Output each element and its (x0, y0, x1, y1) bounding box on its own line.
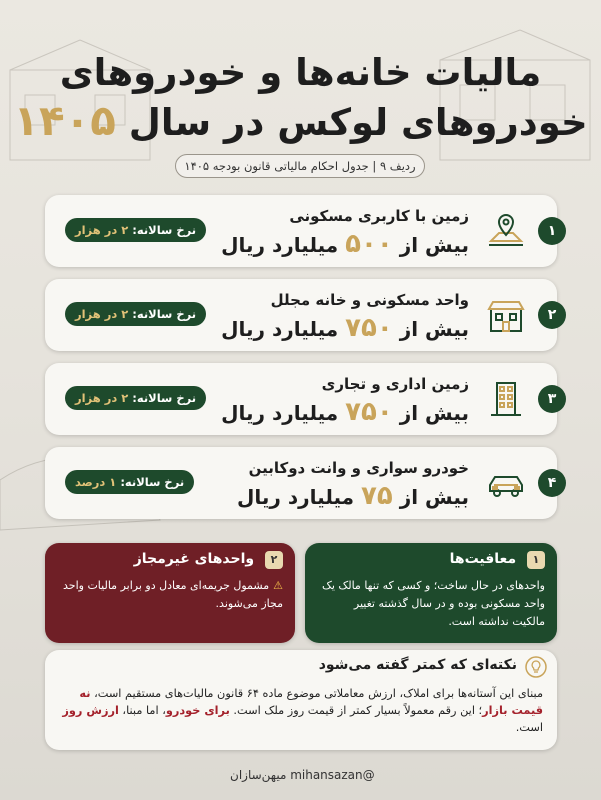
value-prefix: بیش از (399, 233, 469, 257)
building-icon (485, 295, 527, 337)
card-title: واحد مسکونی و خانه مجلل (270, 291, 469, 309)
card-value (221, 397, 469, 427)
exemptions-text: واحدهای در حال ساخت؛ و کسی که تنها مالک یک واحد مسکونی بوده و در سال گذشته تغییر مالکیت نداشته است. (321, 579, 545, 628)
lightbulb-icon (525, 656, 547, 678)
rate-pill (65, 218, 206, 242)
value-number: ۷۵ (361, 481, 393, 511)
value-suffix: میلیارد ریال (221, 317, 339, 341)
unauthorized-number: ۲ (265, 551, 283, 569)
threshold-card-4 (45, 447, 557, 519)
exemptions-heading (450, 551, 545, 569)
card-number: ۱ (538, 217, 566, 245)
rate-label: نرخ سالانه: (120, 475, 185, 489)
card-number: ۳ (538, 385, 566, 413)
value-suffix: میلیارد ریال (237, 485, 355, 509)
note-highlight-market-price: نه قیمت بازار (79, 687, 543, 717)
note-box (45, 650, 557, 750)
value-number: ۵۰۰ (345, 229, 393, 259)
page-title-line-2-text: خودروهای لوکس در سال (128, 101, 588, 144)
note-body (55, 685, 543, 736)
card-value (221, 229, 469, 259)
card-title: خودرو سواری و وانت دوکابین (248, 459, 469, 477)
rate-pill (65, 386, 206, 410)
rate-label: نرخ سالانه: (132, 307, 197, 321)
note-part-3: ، اما مبنا، (122, 704, 166, 717)
map-pin-icon (485, 211, 527, 253)
warning-icon: ⚠ (273, 579, 283, 592)
rate-pill (65, 470, 194, 494)
value-number: ۷۵۰ (345, 397, 393, 427)
card-value (221, 313, 469, 343)
card-value (237, 481, 469, 511)
rate-pill (65, 302, 206, 326)
footer-handle: @mihansazan میهن‌سازان (230, 768, 375, 782)
exemptions-box (305, 543, 557, 643)
unauthorized-text: مشمول جریمه‌ای معادل دو برابر مالیات واحد مجاز می‌شوند. (63, 579, 283, 610)
page-title-line-2 (0, 98, 601, 146)
card-number: ۴ (538, 469, 566, 497)
value-prefix: بیش از (399, 317, 469, 341)
unauthorized-title: واحدهای غیرمجاز (133, 551, 255, 567)
subtitle-badge: ردیف ۹ | جدول احکام مالیاتی قانون بودجه ۱۴۰۵ (175, 154, 425, 178)
note-highlight-current-value: ارزش روز (62, 704, 119, 717)
rate-value: ۲ در هزار (75, 391, 129, 405)
value-prefix: بیش از (399, 401, 469, 425)
page-title-year: ۱۴۰۵ (13, 96, 116, 145)
exemptions-number: ۱ (527, 551, 545, 569)
note-highlight-car: برای خودرو (165, 704, 230, 717)
value-suffix: میلیارد ریال (221, 401, 339, 425)
exemptions-title: معافیت‌ها (449, 551, 517, 567)
card-title: زمین با کاربری مسکونی (289, 207, 469, 225)
card-number: ۲ (538, 301, 566, 329)
unauthorized-box (45, 543, 295, 643)
threshold-card-3 (45, 363, 557, 435)
page-title-line-1: مالیات خانه‌ها و خودروهای (59, 51, 542, 94)
note-part-2: ؛ این رقم معمولاً بسیار کمتر از قیمت روز ملک است. (233, 704, 483, 717)
card-title: زمین اداری و تجاری (321, 375, 469, 393)
office-building-icon (485, 379, 527, 421)
rate-value: ۲ در هزار (75, 223, 129, 237)
car-icon (485, 463, 527, 505)
unauthorized-text-wrap (57, 577, 283, 613)
unauthorized-heading (134, 551, 283, 569)
rate-label: نرخ سالانه: (132, 223, 197, 237)
threshold-card-2 (45, 279, 557, 351)
threshold-card-1 (45, 195, 557, 267)
rate-value: ۲ در هزار (75, 307, 129, 321)
note-part-1: مبنای این آستانه‌ها برای املاک، ارزش معاملاتی موضوع ماده ۶۴ قانون مالیات‌های مستقیم است، (94, 687, 543, 700)
value-suffix: میلیارد ریال (221, 233, 339, 257)
rate-label: نرخ سالانه: (132, 391, 197, 405)
note-title: نکته‌ای که کمتر گفته می‌شود (318, 657, 517, 673)
value-number: ۷۵۰ (345, 313, 393, 343)
note-part-4: است. (515, 721, 543, 734)
value-prefix: بیش از (399, 485, 469, 509)
rate-value: ۱ درصد (75, 475, 117, 489)
